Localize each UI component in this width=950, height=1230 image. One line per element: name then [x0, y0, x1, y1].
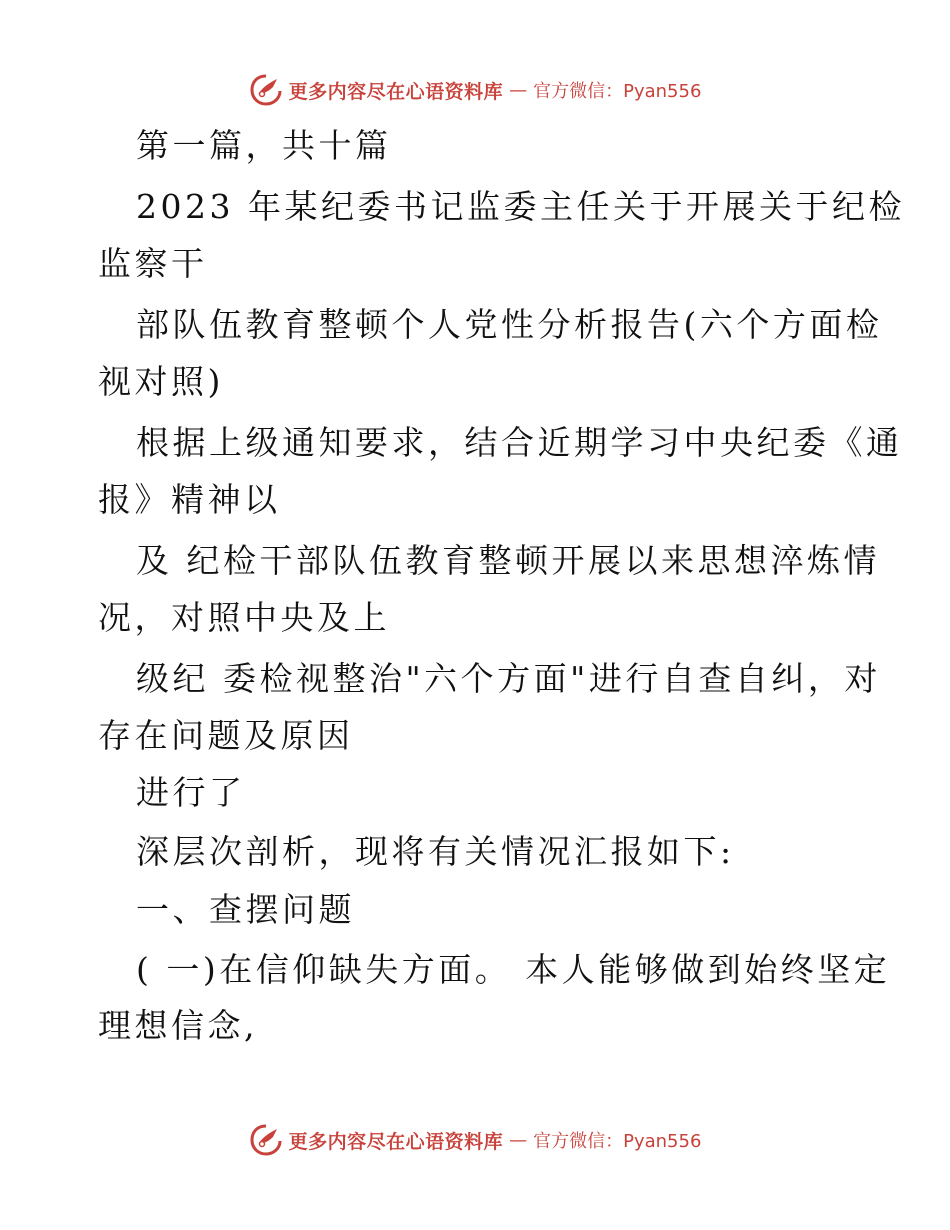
- doc-line: ( 一)在信仰缺失方面。 本人能够做到始终坚定: [136, 950, 891, 989]
- pen-nib-logo-icon: [249, 73, 283, 107]
- doc-line: 第一篇，共十篇: [136, 126, 392, 165]
- banner-title: 更多内容尽在心语资料库: [288, 1130, 504, 1153]
- doc-line: 及 纪检干部队伍教育整顿开展以来思想淬炼情: [136, 541, 880, 580]
- doc-line: 报》精神以: [98, 480, 281, 519]
- banner-wechat: 官方微信：Pyan556: [533, 1131, 702, 1152]
- doc-line: 况，对照中央及上: [98, 598, 390, 637]
- doc-line: 视对照): [98, 362, 224, 401]
- doc-line: 存在问题及原因: [98, 716, 354, 755]
- doc-line: 部队伍教育整顿个人党性分析报告(六个方面检: [136, 305, 883, 344]
- doc-line: 一、查摆问题: [136, 890, 355, 929]
- doc-line: 监察干: [98, 244, 208, 283]
- pen-nib-logo-icon: [249, 1123, 283, 1157]
- header-banner: [0, 70, 950, 110]
- doc-line: 进行了: [136, 773, 246, 812]
- doc-line: 级纪 委检视整治"六个方面"进行自查自纠，对: [136, 659, 881, 698]
- banner-title: 更多内容尽在心语资料库: [288, 80, 504, 103]
- banner-dash: —: [509, 79, 528, 101]
- doc-line: 理想信念,: [98, 1006, 258, 1045]
- doc-line: 根据上级通知要求，结合近期学习中央纪委《通: [136, 423, 903, 462]
- banner-dash: —: [509, 1129, 528, 1151]
- doc-line: 深层次剖析，现将有关情况汇报如下:: [136, 832, 735, 871]
- banner-wechat: 官方微信：Pyan556: [533, 81, 702, 102]
- doc-line: 2023 年某纪委书记监委主任关于开展关于纪检: [136, 187, 905, 226]
- footer-banner: [0, 1120, 950, 1160]
